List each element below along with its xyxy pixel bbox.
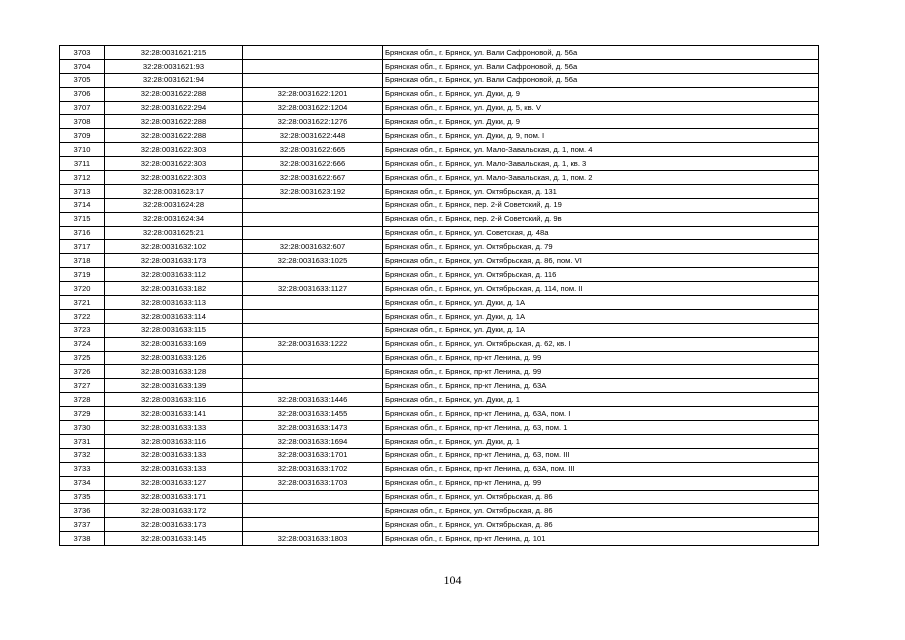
cadastral-number-cell bbox=[243, 46, 383, 60]
address-cell: Брянская обл., г. Брянск, ул. Дуки, д. 9 bbox=[383, 115, 819, 129]
row-number-cell: 3715 bbox=[60, 212, 105, 226]
address-cell: Брянская обл., г. Брянск, ул. Дуки, д. 1А bbox=[383, 323, 819, 337]
row-number-cell: 3713 bbox=[60, 184, 105, 198]
cadastral-number-cell bbox=[243, 212, 383, 226]
parent-cadastral-number-cell: 32:28:0031622:288 bbox=[105, 115, 243, 129]
parent-cadastral-number-cell: 32:28:0031622:288 bbox=[105, 129, 243, 143]
address-cell: Брянская обл., г. Брянск, ул. Дуки, д. 1А bbox=[383, 309, 819, 323]
cadastral-number-cell: 32:28:0031633:1455 bbox=[243, 407, 383, 421]
parent-cadastral-number-cell: 32:28:0031622:288 bbox=[105, 87, 243, 101]
table-row bbox=[60, 448, 819, 462]
parent-cadastral-number-cell: 32:28:0031624:28 bbox=[105, 198, 243, 212]
parent-cadastral-number-cell: 32:28:0031624:34 bbox=[105, 212, 243, 226]
row-number-cell: 3712 bbox=[60, 171, 105, 185]
table-row bbox=[60, 73, 819, 87]
row-number-cell: 3723 bbox=[60, 323, 105, 337]
parent-cadastral-number-cell: 32:28:0031633:169 bbox=[105, 337, 243, 351]
table-row bbox=[60, 101, 819, 115]
table-row bbox=[60, 254, 819, 268]
cadastral-number-cell: 32:28:0031633:1703 bbox=[243, 476, 383, 490]
cadastral-number-cell: 32:28:0031633:1025 bbox=[243, 254, 383, 268]
row-number-cell: 3717 bbox=[60, 240, 105, 254]
table-row bbox=[60, 504, 819, 518]
address-cell: Брянская обл., г. Брянск, ул. Дуки, д. 5, кв. V bbox=[383, 101, 819, 115]
address-cell: Брянская обл., г. Брянск, пр-кт Ленина, д. 63, пом. III bbox=[383, 448, 819, 462]
row-number-cell: 3727 bbox=[60, 379, 105, 393]
address-cell: Брянская обл., г. Брянск, пр-кт Ленина, д. 63, пом. 1 bbox=[383, 421, 819, 435]
table-row bbox=[60, 434, 819, 448]
address-cell: Брянская обл., г. Брянск, ул. Вали Сафроновой, д. 56а bbox=[383, 46, 819, 60]
cadastral-number-cell bbox=[243, 365, 383, 379]
table-row bbox=[60, 212, 819, 226]
row-number-cell: 3721 bbox=[60, 296, 105, 310]
cadastral-number-cell: 32:28:0031633:1127 bbox=[243, 282, 383, 296]
cadastral-number-cell: 32:28:0031633:1694 bbox=[243, 434, 383, 448]
parent-cadastral-number-cell: 32:28:0031622:303 bbox=[105, 171, 243, 185]
address-cell: Брянская обл., г. Брянск, пр-кт Ленина, д. 63А, пом. III bbox=[383, 462, 819, 476]
cadastral-number-cell: 32:28:0031622:448 bbox=[243, 129, 383, 143]
address-cell: Брянская обл., г. Брянск, ул. Дуки, д. 1 bbox=[383, 393, 819, 407]
table-row bbox=[60, 379, 819, 393]
row-number-cell: 3738 bbox=[60, 532, 105, 546]
parent-cadastral-number-cell: 32:28:0031633:139 bbox=[105, 379, 243, 393]
table-row bbox=[60, 87, 819, 101]
parent-cadastral-number-cell: 32:28:0031633:133 bbox=[105, 448, 243, 462]
address-cell: Брянская обл., г. Брянск, ул. Мало-Завальская, д. 1, пом. 4 bbox=[383, 143, 819, 157]
row-number-cell: 3726 bbox=[60, 365, 105, 379]
address-cell: Брянская обл., г. Брянск, ул. Октябрьская, д. 62, кв. I bbox=[383, 337, 819, 351]
cadastral-number-cell bbox=[243, 490, 383, 504]
table-row bbox=[60, 351, 819, 365]
row-number-cell: 3722 bbox=[60, 309, 105, 323]
row-number-cell: 3718 bbox=[60, 254, 105, 268]
address-cell: Брянская обл., г. Брянск, ул. Октябрьская, д. 79 bbox=[383, 240, 819, 254]
table-row bbox=[60, 46, 819, 60]
table-row bbox=[60, 365, 819, 379]
table-row bbox=[60, 323, 819, 337]
cadastral-number-cell bbox=[243, 379, 383, 393]
row-number-cell: 3734 bbox=[60, 476, 105, 490]
page-number: 104 bbox=[443, 573, 462, 587]
row-number-cell: 3729 bbox=[60, 407, 105, 421]
row-number-cell: 3730 bbox=[60, 421, 105, 435]
address-cell: Брянская обл., г. Брянск, ул. Октябрьская, д. 86 bbox=[383, 518, 819, 532]
table-row bbox=[60, 115, 819, 129]
cadastral-number-cell: 32:28:0031633:1222 bbox=[243, 337, 383, 351]
address-cell: Брянская обл., г. Брянск, ул. Мало-Завальская, д. 1, кв. 3 bbox=[383, 157, 819, 171]
table-row bbox=[60, 268, 819, 282]
row-number-cell: 3737 bbox=[60, 518, 105, 532]
cadastral-number-cell: 32:28:0031622:1201 bbox=[243, 87, 383, 101]
address-cell: Брянская обл., г. Брянск, ул. Мало-Завальская, д. 1, пом. 2 bbox=[383, 171, 819, 185]
row-number-cell: 3720 bbox=[60, 282, 105, 296]
table-row bbox=[60, 393, 819, 407]
table-row bbox=[60, 490, 819, 504]
registry-table bbox=[59, 45, 819, 546]
cadastral-number-cell: 32:28:0031633:1446 bbox=[243, 393, 383, 407]
cadastral-number-cell: 32:28:0031633:1701 bbox=[243, 448, 383, 462]
address-cell: Брянская обл., г. Брянск, пр-кт Ленина, д. 63А bbox=[383, 379, 819, 393]
row-number-cell: 3736 bbox=[60, 504, 105, 518]
table-row bbox=[60, 59, 819, 73]
cadastral-number-cell bbox=[243, 296, 383, 310]
address-cell: Брянская обл., г. Брянск, пр-кт Ленина, д. 99 bbox=[383, 351, 819, 365]
row-number-cell: 3705 bbox=[60, 73, 105, 87]
cadastral-number-cell bbox=[243, 323, 383, 337]
parent-cadastral-number-cell: 32:28:0031633:114 bbox=[105, 309, 243, 323]
cadastral-number-cell: 32:28:0031622:666 bbox=[243, 157, 383, 171]
parent-cadastral-number-cell: 32:28:0031633:172 bbox=[105, 504, 243, 518]
table-row bbox=[60, 184, 819, 198]
row-number-cell: 3710 bbox=[60, 143, 105, 157]
cadastral-number-cell bbox=[243, 309, 383, 323]
table-row bbox=[60, 462, 819, 476]
parent-cadastral-number-cell: 32:28:0031633:182 bbox=[105, 282, 243, 296]
cadastral-number-cell bbox=[243, 351, 383, 365]
parent-cadastral-number-cell: 32:28:0031633:126 bbox=[105, 351, 243, 365]
address-cell: Брянская обл., г. Брянск, ул. Дуки, д. 9, пом. I bbox=[383, 129, 819, 143]
table-row bbox=[60, 421, 819, 435]
address-cell: Брянская обл., г. Брянск, ул. Дуки, д. 1А bbox=[383, 296, 819, 310]
table-row bbox=[60, 407, 819, 421]
address-cell: Брянская обл., г. Брянск, ул. Октябрьская, д. 86 bbox=[383, 504, 819, 518]
row-number-cell: 3731 bbox=[60, 434, 105, 448]
table-row bbox=[60, 337, 819, 351]
address-cell: Брянская обл., г. Брянск, ул. Октябрьская, д. 86, пом. VI bbox=[383, 254, 819, 268]
parent-cadastral-number-cell: 32:28:0031633:116 bbox=[105, 434, 243, 448]
address-cell: Брянская обл., г. Брянск, ул. Октябрьская, д. 86 bbox=[383, 490, 819, 504]
parent-cadastral-number-cell: 32:28:0031622:303 bbox=[105, 143, 243, 157]
row-number-cell: 3725 bbox=[60, 351, 105, 365]
cadastral-number-cell bbox=[243, 198, 383, 212]
row-number-cell: 3708 bbox=[60, 115, 105, 129]
parent-cadastral-number-cell: 32:28:0031633:115 bbox=[105, 323, 243, 337]
address-cell: Брянская обл., г. Брянск, пер. 2-й Советский, д. 19 bbox=[383, 198, 819, 212]
parent-cadastral-number-cell: 32:28:0031633:145 bbox=[105, 532, 243, 546]
parent-cadastral-number-cell: 32:28:0031621:215 bbox=[105, 46, 243, 60]
parent-cadastral-number-cell: 32:28:0031622:303 bbox=[105, 157, 243, 171]
parent-cadastral-number-cell: 32:28:0031633:113 bbox=[105, 296, 243, 310]
parent-cadastral-number-cell: 32:28:0031633:112 bbox=[105, 268, 243, 282]
row-number-cell: 3716 bbox=[60, 226, 105, 240]
table-row bbox=[60, 171, 819, 185]
registry-table-body bbox=[60, 46, 819, 546]
cadastral-number-cell: 32:28:0031633:1702 bbox=[243, 462, 383, 476]
cadastral-number-cell: 32:28:0031632:607 bbox=[243, 240, 383, 254]
cadastral-number-cell bbox=[243, 504, 383, 518]
parent-cadastral-number-cell: 32:28:0031633:141 bbox=[105, 407, 243, 421]
table-row bbox=[60, 226, 819, 240]
row-number-cell: 3735 bbox=[60, 490, 105, 504]
address-cell: Брянская обл., г. Брянск, ул. Вали Сафроновой, д. 56а bbox=[383, 73, 819, 87]
cadastral-number-cell: 32:28:0031622:1276 bbox=[243, 115, 383, 129]
table-row bbox=[60, 143, 819, 157]
parent-cadastral-number-cell: 32:28:0031633:173 bbox=[105, 254, 243, 268]
address-cell: Брянская обл., г. Брянск, пр-кт Ленина, д. 63А, пом. I bbox=[383, 407, 819, 421]
cadastral-number-cell: 32:28:0031633:1473 bbox=[243, 421, 383, 435]
table-row bbox=[60, 296, 819, 310]
cadastral-number-cell: 32:28:0031633:1803 bbox=[243, 532, 383, 546]
cadastral-number-cell bbox=[243, 268, 383, 282]
row-number-cell: 3732 bbox=[60, 448, 105, 462]
table-row bbox=[60, 309, 819, 323]
row-number-cell: 3719 bbox=[60, 268, 105, 282]
parent-cadastral-number-cell: 32:28:0031623:17 bbox=[105, 184, 243, 198]
table-row bbox=[60, 198, 819, 212]
row-number-cell: 3709 bbox=[60, 129, 105, 143]
address-cell: Брянская обл., г. Брянск, ул. Октябрьская, д. 116 bbox=[383, 268, 819, 282]
parent-cadastral-number-cell: 32:28:0031633:128 bbox=[105, 365, 243, 379]
parent-cadastral-number-cell: 32:28:0031622:294 bbox=[105, 101, 243, 115]
address-cell: Брянская обл., г. Брянск, ул. Октябрьская, д. 131 bbox=[383, 184, 819, 198]
parent-cadastral-number-cell: 32:28:0031633:171 bbox=[105, 490, 243, 504]
address-cell: Брянская обл., г. Брянск, ул. Дуки, д. 1 bbox=[383, 434, 819, 448]
row-number-cell: 3733 bbox=[60, 462, 105, 476]
table-row bbox=[60, 532, 819, 546]
row-number-cell: 3724 bbox=[60, 337, 105, 351]
cadastral-number-cell bbox=[243, 73, 383, 87]
cadastral-number-cell: 32:28:0031622:1204 bbox=[243, 101, 383, 115]
table-row bbox=[60, 157, 819, 171]
cadastral-number-cell bbox=[243, 518, 383, 532]
address-cell: Брянская обл., г. Брянск, ул. Октябрьская, д. 114, пом. II bbox=[383, 282, 819, 296]
cadastral-number-cell: 32:28:0031622:665 bbox=[243, 143, 383, 157]
row-number-cell: 3704 bbox=[60, 59, 105, 73]
cadastral-number-cell bbox=[243, 226, 383, 240]
table-row bbox=[60, 129, 819, 143]
address-cell: Брянская обл., г. Брянск, пр-кт Ленина, д. 101 bbox=[383, 532, 819, 546]
address-cell: Брянская обл., г. Брянск, ул. Дуки, д. 9 bbox=[383, 87, 819, 101]
address-cell: Брянская обл., г. Брянск, пр-кт Ленина, д. 99 bbox=[383, 365, 819, 379]
parent-cadastral-number-cell: 32:28:0031633:116 bbox=[105, 393, 243, 407]
parent-cadastral-number-cell: 32:28:0031633:173 bbox=[105, 518, 243, 532]
row-number-cell: 3707 bbox=[60, 101, 105, 115]
row-number-cell: 3711 bbox=[60, 157, 105, 171]
table-row bbox=[60, 476, 819, 490]
cadastral-number-cell bbox=[243, 59, 383, 73]
address-cell: Брянская обл., г. Брянск, ул. Вали Сафроновой, д. 56а bbox=[383, 59, 819, 73]
address-cell: Брянская обл., г. Брянск, пр-кт Ленина, д. 99 bbox=[383, 476, 819, 490]
address-cell: Брянская обл., г. Брянск, пер. 2-й Советский, д. 9в bbox=[383, 212, 819, 226]
row-number-cell: 3728 bbox=[60, 393, 105, 407]
address-cell: Брянская обл., г. Брянск, ул. Советская, д. 48а bbox=[383, 226, 819, 240]
cadastral-number-cell: 32:28:0031623:192 bbox=[243, 184, 383, 198]
parent-cadastral-number-cell: 32:28:0031633:133 bbox=[105, 462, 243, 476]
table-row bbox=[60, 240, 819, 254]
table-row bbox=[60, 282, 819, 296]
cadastral-number-cell: 32:28:0031622:667 bbox=[243, 171, 383, 185]
row-number-cell: 3703 bbox=[60, 46, 105, 60]
parent-cadastral-number-cell: 32:28:0031632:102 bbox=[105, 240, 243, 254]
parent-cadastral-number-cell: 32:28:0031621:93 bbox=[105, 59, 243, 73]
table-row bbox=[60, 518, 819, 532]
parent-cadastral-number-cell: 32:28:0031633:133 bbox=[105, 421, 243, 435]
parent-cadastral-number-cell: 32:28:0031621:94 bbox=[105, 73, 243, 87]
row-number-cell: 3714 bbox=[60, 198, 105, 212]
parent-cadastral-number-cell: 32:28:0031625:21 bbox=[105, 226, 243, 240]
parent-cadastral-number-cell: 32:28:0031633:127 bbox=[105, 476, 243, 490]
row-number-cell: 3706 bbox=[60, 87, 105, 101]
